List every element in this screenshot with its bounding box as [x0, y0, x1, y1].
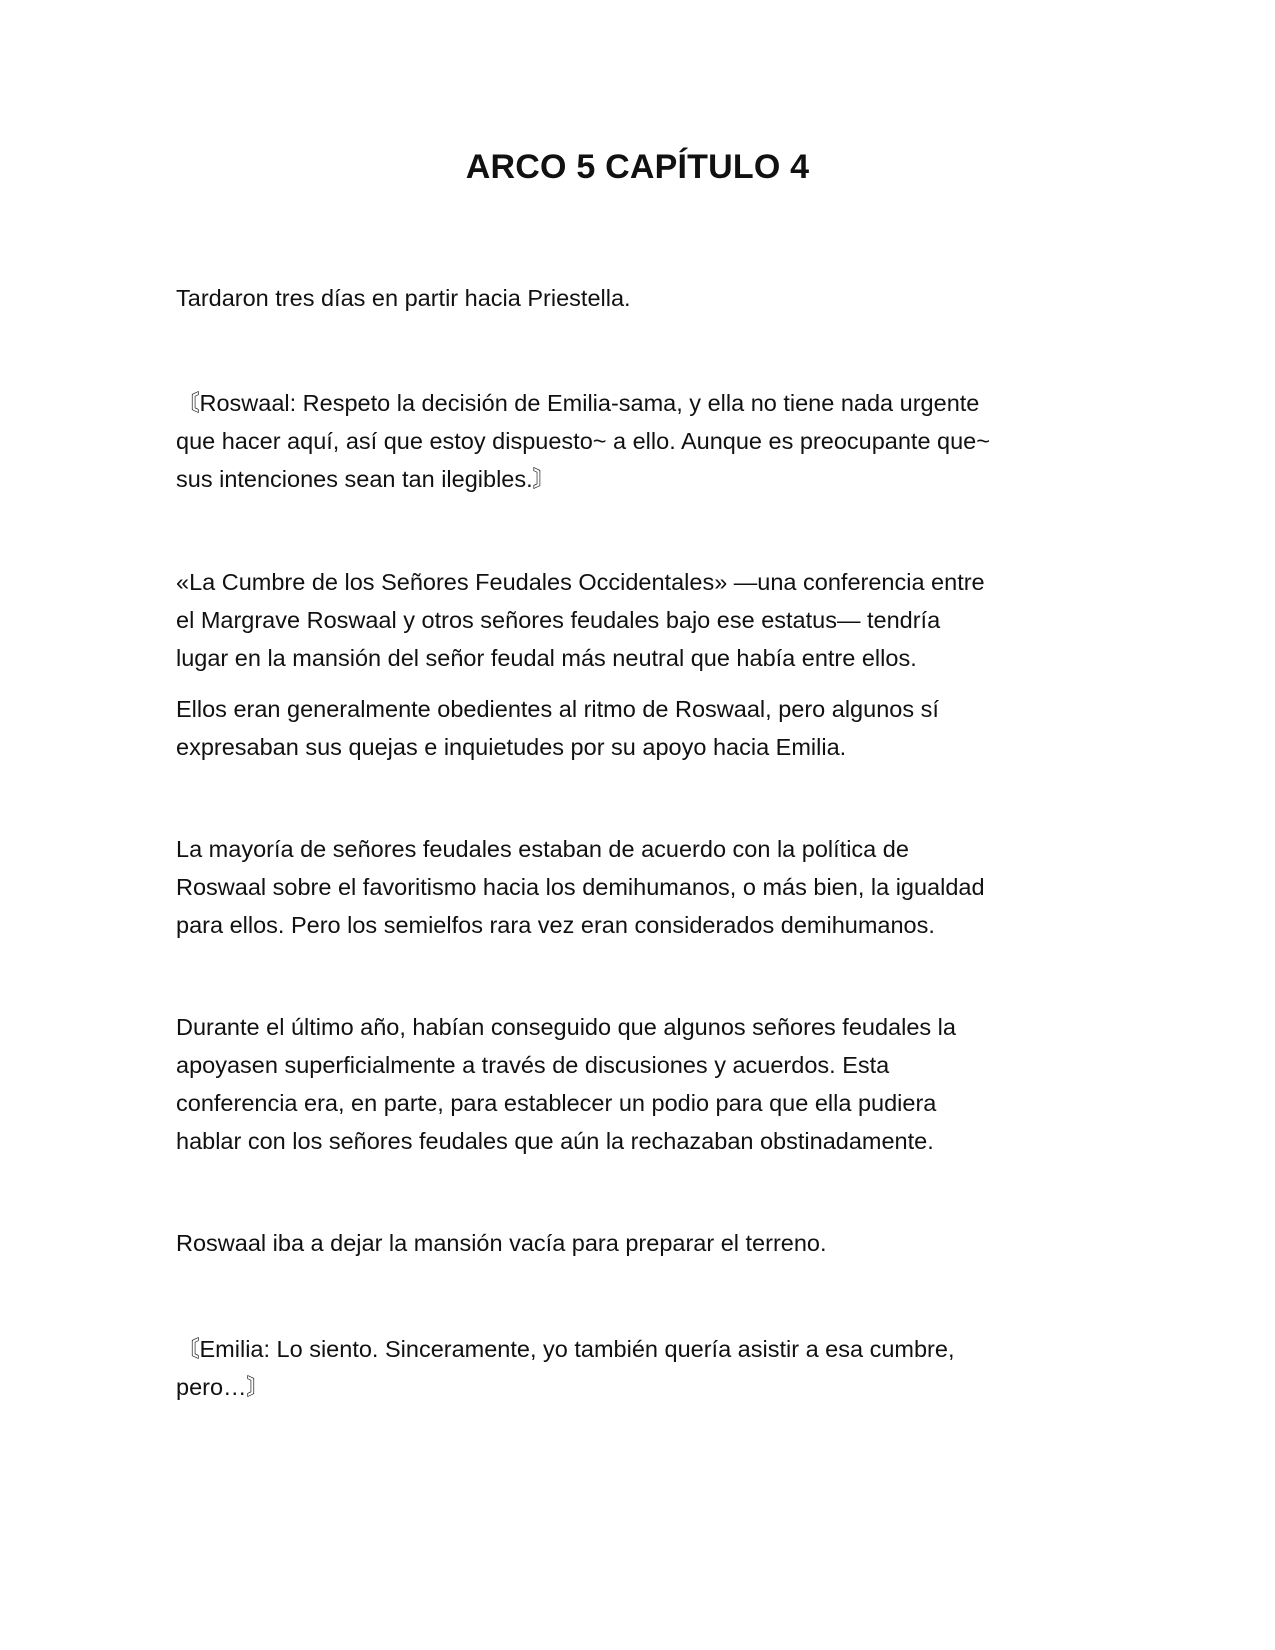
paragraph-6: [176, 1008, 1106, 1160]
paragraph-line: sus intenciones sean tan ilegibles.〙: [176, 466, 557, 492]
paragraph-5: [176, 830, 1106, 944]
paragraph-line: pero…〙: [176, 1374, 271, 1400]
paragraph-line: hablar con los señores feudales que aún la rechazaban obstinadamente.: [176, 1128, 934, 1154]
paragraph-line: que hacer aquí, así que estoy dispuesto~ a ello. Aunque es preocupante que~: [176, 428, 990, 454]
paragraph-line: lugar en la mansión del señor feudal más neutral que había entre ellos.: [176, 645, 917, 671]
paragraph-line: el Margrave Roswaal y otros señores feudales bajo ese estatus— tendría: [176, 607, 941, 633]
paragraph-line: conferencia era, en parte, para establecer un podio para que ella pudiera: [176, 1090, 937, 1116]
paragraph-7: [176, 1224, 1106, 1262]
paragraph-line: La mayoría de señores feudales estaban de acuerdo con la política de: [176, 836, 909, 862]
paragraph-line: Tardaron tres días en partir hacia Priestella.: [176, 285, 631, 311]
paragraph-8-dialogue-emilia: [176, 1330, 1106, 1406]
paragraph-line: expresaban sus quejas e inquietudes por su apoyo hacia Emilia.: [176, 734, 847, 760]
paragraph-line: para ellos. Pero los semielfos rara vez eran considerados demihumanos.: [176, 912, 935, 938]
paragraph-line: 〘Roswaal: Respeto la decisión de Emilia-sama, y ella no tiene nada urgente: [176, 390, 980, 416]
paragraph-line: «La Cumbre de los Señores Feudales Occidentales» —una conferencia entre: [176, 569, 985, 595]
paragraph-1: [176, 279, 1106, 317]
paragraph-line: Roswaal iba a dejar la mansión vacía para preparar el terreno.: [176, 1230, 827, 1256]
chapter-title: ARCO 5 CAPÍTULO 4: [465, 148, 810, 186]
paragraph-line: Ellos eran generalmente obedientes al ritmo de Roswaal, pero algunos sí: [176, 696, 939, 722]
paragraph-2-dialogue-roswaal: [176, 384, 1106, 498]
paragraph-line: Durante el último año, habían conseguido que algunos señores feudales la: [176, 1014, 956, 1040]
paragraph-line: apoyasen superficialmente a través de discusiones y acuerdos. Esta: [176, 1052, 890, 1078]
paragraph-4: [176, 690, 1106, 766]
paragraph-line: 〘Emilia: Lo siento. Sinceramente, yo también quería asistir a esa cumbre,: [176, 1336, 955, 1362]
paragraph-3: [176, 563, 1106, 677]
paragraph-line: Roswaal sobre el favoritismo hacia los demihumanos, o más bien, la igualdad: [176, 874, 985, 900]
